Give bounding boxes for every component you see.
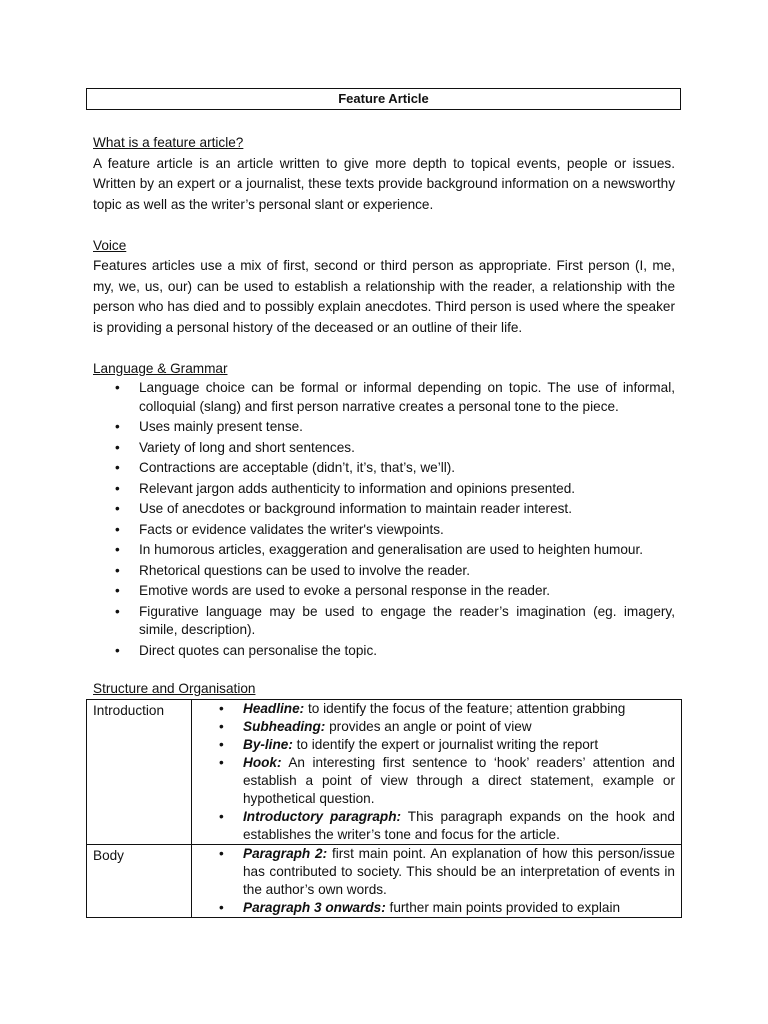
- section-content: [192, 700, 682, 845]
- description: provides an angle or point of view: [325, 719, 532, 734]
- list-item: • Variety of long and short sentences.: [139, 439, 675, 458]
- voice-heading: Voice: [93, 237, 127, 253]
- what-is-heading: What is a feature article?: [93, 135, 244, 150]
- description: first main point. An explanation of how this person/issue has contributed to society. This should be an interpretation of events in the author’s own words.: [243, 846, 675, 897]
- list-item: • Emotive words are used to evoke a personal response in the reader.: [139, 582, 675, 601]
- language-heading: Language & Grammar: [93, 360, 228, 376]
- list-item: [243, 700, 675, 718]
- section-label: Introduction: [87, 700, 192, 845]
- content: [93, 133, 675, 662]
- term: By-line:: [243, 737, 293, 752]
- list-item: • Relevant jargon adds authenticity to information and opinions presented.: [139, 480, 675, 499]
- list-item: • Rhetorical questions can be used to involve the reader.: [139, 562, 675, 581]
- list-item: [243, 718, 675, 736]
- list-item: [243, 845, 675, 899]
- term: Paragraph 3 onwards:: [243, 900, 386, 915]
- list-item: [243, 736, 675, 754]
- list-item: [243, 808, 675, 844]
- term: Introductory paragraph:: [243, 809, 402, 824]
- table-row: [87, 700, 682, 845]
- description: This paragraph expands on the hook and establishes the writer’s tone and focus for the article.: [243, 809, 675, 842]
- what-is-paragraph: A feature article is an article written to give more depth to topical events, people or issues. Written by an expert or a journalist, these texts provide background information on a newsworthy topic as well as the writer’s personal slant or experience.: [93, 155, 675, 212]
- term: Hook:: [243, 755, 282, 770]
- language-list: [93, 379, 675, 660]
- list-item: • Contractions are acceptable (didn’t, it’s, that’s, we’ll).: [139, 459, 675, 478]
- list-item: • In humorous articles, exaggeration and generalisation are used to heighten humour.: [139, 541, 675, 560]
- table-row: [87, 845, 682, 918]
- description: An interesting first sentence to ‘hook’ readers’ attention and establish a point of view through a direct statement, example or hypothetical question.: [243, 755, 675, 806]
- voice-paragraph: Features articles use a mix of first, second or third person as appropriate. First person (I, me, my, we, us, our) can be used to establish a relationship with the reader, a relationship with the person who has died and to possibly explain anecdotes. Third person is used where the speaker is providing a personal history of the deceased or an outline of their life.: [93, 258, 675, 335]
- section-label: Body: [87, 845, 192, 918]
- list-item: [243, 899, 675, 917]
- list-item: • Direct quotes can personalise the topic.: [139, 642, 675, 661]
- list-item: • Facts or evidence validates the writer's viewpoints.: [139, 521, 675, 540]
- section-content: [192, 845, 682, 918]
- structure-table: [86, 699, 682, 918]
- description: to identify the expert or journalist writing the report: [292, 737, 599, 752]
- list-item: [243, 754, 675, 808]
- structure-heading: Structure and Organisation: [93, 681, 256, 696]
- page-title: Feature Article: [86, 88, 681, 110]
- list-item: • Uses mainly present tense.: [139, 418, 675, 437]
- term: Headline:: [243, 701, 305, 716]
- description: to identify the focus of the feature; attention grabbing: [304, 701, 626, 716]
- term: Paragraph 2:: [243, 846, 328, 861]
- list-item: • Figurative language may be used to engage the reader’s imagination (eg. imagery, simile, description).: [139, 603, 675, 640]
- list-item: • Use of anecdotes or background information to maintain reader interest.: [139, 500, 675, 519]
- description: further main points provided to explain: [385, 900, 621, 915]
- term: Subheading:: [243, 719, 326, 734]
- list-item: • Language choice can be formal or informal depending on topic. The use of informal, colloquial (slang) and first person narrative creates a personal tone to the piece.: [139, 379, 675, 416]
